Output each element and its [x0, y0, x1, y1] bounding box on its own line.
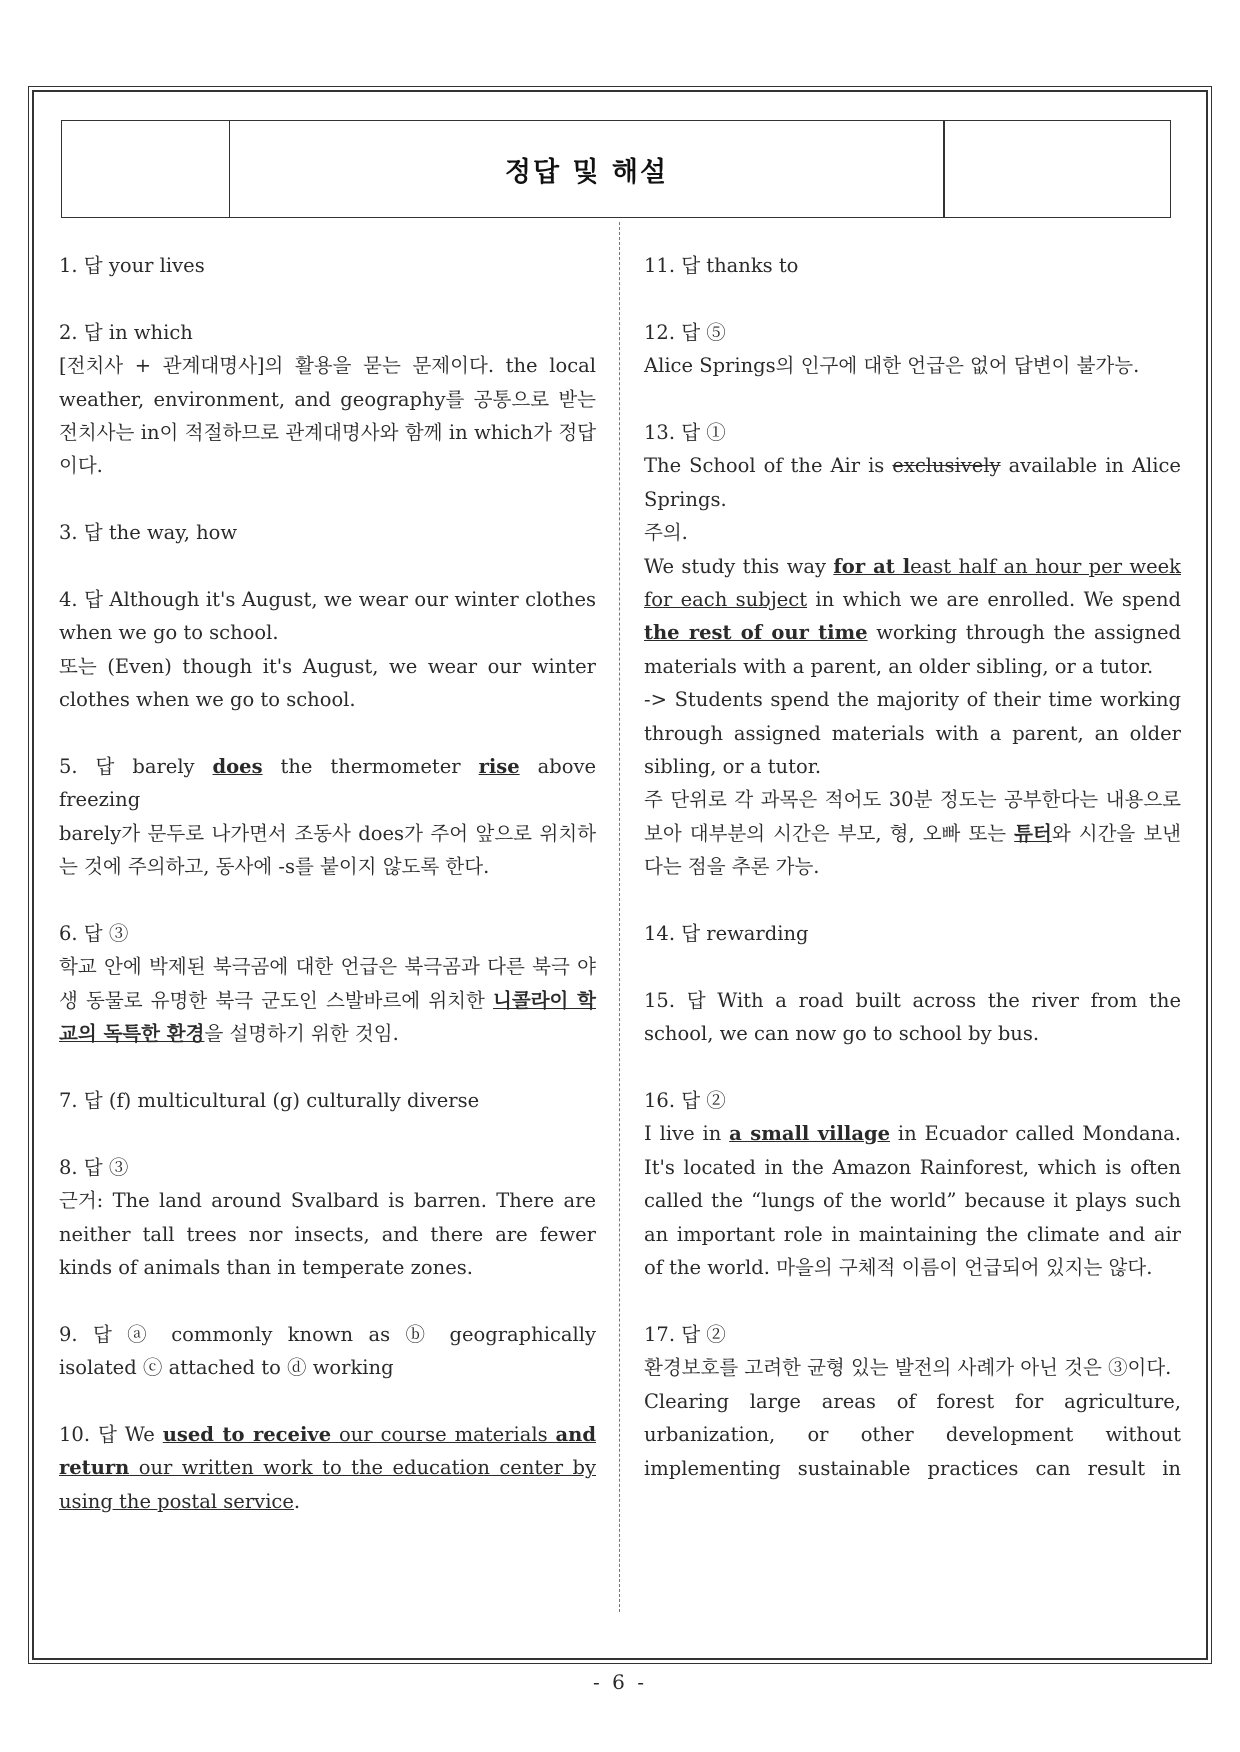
- answer-13-paraphrase: -> Students spend the majority of their time working through assigned materials with a parent, an older sibling, or a tutor.: [644, 688, 1181, 779]
- right-column: [644, 249, 1181, 1518]
- answer-6-text: 6. 답 ③: [59, 922, 129, 946]
- answer-12-text: 12. 답 ⑤: [644, 320, 726, 344]
- page-number: - 6 -: [593, 1670, 647, 1694]
- answer-14-text: 14. 답 rewarding: [644, 922, 809, 946]
- answer-4: [59, 583, 596, 717]
- answer-13-passage: [644, 550, 1181, 684]
- answer-13-passage-mid: in which we are enrolled. We spend: [807, 588, 1181, 612]
- answer-17-passage: Clearing large areas of forest for agriculture, urbanization, or other development without implementing sustainable practices can result in: [644, 1389, 1181, 1480]
- answer-13-passage-post: working through the assigned materials with a parent, an older sibling, or a tutor.: [644, 621, 1181, 678]
- answer-13-statement-post: available in Alice Springs.: [644, 454, 1181, 511]
- answer-10-pre: 10. 답 We: [59, 1423, 163, 1447]
- answer-11-text: 11. 답 thanks to: [644, 254, 799, 277]
- answer-5-post: above freezing: [59, 755, 597, 812]
- answer-10: [59, 1418, 596, 1518]
- answer-13-emphasis-1: for at l: [833, 554, 911, 578]
- answer-7: [59, 1084, 596, 1117]
- answer-5-pre: 5. 답 barely: [59, 755, 213, 779]
- page-title: 정답 및 해설: [504, 156, 669, 188]
- answer-2-text: 2. 답 in which: [59, 320, 193, 344]
- answer-17: [644, 1318, 1181, 1485]
- answer-2-explanation: [전치사 + 관계대명사]의 활용을 묻는 문제이다. the local weather, environment, and geography를 공통으로 받는 전치사는 in이 적절하므로 관계대명사와 함께 in which가 정답이다.: [59, 354, 596, 478]
- answer-15-text: 15. 답 With a road built across the river from the school, we can now go to school by bus.: [644, 988, 1181, 1046]
- answer-13-explanation-post: 와 시간을 보낸다는 점을 추론 가능.: [644, 821, 1181, 879]
- answer-5-explanation: barely가 문두로 나가면서 조동사 does가 주어 앞으로 위치하는 것에 주의하고, 동사에 -s를 붙이지 않도록 한다.: [59, 821, 596, 879]
- answer-10-emphasis-return: and return: [59, 1423, 596, 1480]
- answer-6-explanation-post: 을 설명하기 위한 것임.: [204, 1022, 399, 1046]
- answer-16-emphasis: a small village: [729, 1122, 891, 1146]
- answer-12: [644, 316, 1181, 383]
- answer-10-text: [59, 1418, 596, 1518]
- answer-8: [59, 1151, 596, 1285]
- answer-8-text: 8. 답 ③: [59, 1155, 129, 1179]
- answer-6-emphasis: 니콜라이 학교의 독특한 환경: [59, 988, 596, 1046]
- answer-16-text: 16. 답 ②: [644, 1089, 726, 1113]
- answer-1: [59, 249, 596, 282]
- answer-13: [644, 416, 1181, 884]
- answer-10-post: .: [293, 1489, 301, 1513]
- answer-10-underline-1: our course materials: [331, 1423, 556, 1447]
- answer-7-text: 7. 답 (f) multicultural (g) culturally diverse: [59, 1089, 480, 1113]
- answer-17-explanation: 환경보호를 고려한 균형 있는 발전의 사례가 아닌 것은 ③이다.: [644, 1356, 1172, 1380]
- left-column: [59, 249, 596, 1552]
- answer-8-explanation: 근거: The land around Svalbard is barren. There are neither tall trees nor insects, and there are fewer kinds of animals than in temperate zones.: [59, 1189, 596, 1280]
- answer-4-line1: 4. 답 Although it's August, we wear our winter clothes when we go to school.: [59, 588, 596, 645]
- answer-5: [59, 750, 596, 884]
- answer-5-text: [59, 750, 596, 817]
- answer-13-passage-pre: We study this way: [644, 554, 834, 578]
- answer-5-emphasis-rise: rise: [478, 755, 520, 779]
- answer-13-explanation: [644, 783, 1181, 883]
- answer-13-statement-pre: The School of the Air is: [644, 454, 893, 478]
- answer-13-statement: [644, 449, 1181, 516]
- title-table-center-cell: [230, 121, 944, 217]
- answer-5-emphasis-does: does: [212, 755, 263, 779]
- answer-15: [644, 984, 1181, 1051]
- title-table: [61, 120, 1171, 218]
- answer-3: [59, 516, 596, 549]
- answer-9: [59, 1318, 596, 1385]
- answer-10-underline-2: our written work to the education center by using the postal service: [59, 1456, 596, 1513]
- answer-5-mid: the thermometer: [262, 755, 479, 779]
- answer-6-explanation: [59, 950, 596, 1050]
- answer-3-text: 3. 답 the way, how: [59, 521, 238, 545]
- answer-14: [644, 917, 1181, 950]
- answer-13-explanation-pre: 주 단위로 각 과목은 적어도 30분 정도는 공부한다는 내용으로 보아 대부분의 시간은 부모, 형, 오빠 또는: [644, 788, 1181, 845]
- answer-4-line2: 또는 (Even) though it's August, we wear our winter clothes when we go to school.: [59, 654, 596, 712]
- answer-11: [644, 249, 1181, 282]
- answer-6-explanation-pre: 학교 안에 박제된 북극곰에 대한 언급은 북극곰과 다른 북극 야생 동물로 유명한 북극 군도인 스발바르에 위치한: [59, 955, 596, 1012]
- answer-13-strikethrough: exclusively: [892, 454, 1001, 478]
- title-table-right-cell: [944, 121, 1170, 217]
- answer-13-note: 주의.: [644, 521, 688, 545]
- answer-13-underline-1: east half an hour per week for each subject: [644, 554, 1181, 612]
- answer-16: [644, 1084, 1181, 1284]
- answer-13-emphasis-2: the rest of our time: [644, 621, 868, 645]
- answer-16-passage: [644, 1117, 1181, 1284]
- answer-13-emphasis-tutor: 튜터: [1014, 821, 1052, 845]
- answer-16-passage-post: in Ecuador called Mondana. It's located in the Amazon Rainforest, which is often called the “lungs of the world” because it plays such an important role in maintaining the climate and air of the world. 마을의 구체적 이름이 언급되어 있지는 않다.: [644, 1122, 1181, 1280]
- answer-12-explanation: Alice Springs의 인구에 대한 언급은 없어 답변이 불가능.: [644, 354, 1140, 378]
- answer-13-text: 13. 답 ①: [644, 421, 726, 444]
- column-divider: [619, 222, 620, 1612]
- answer-10-emphasis-receive: used to receive: [162, 1423, 332, 1447]
- title-table-left-cell: [62, 121, 230, 217]
- answer-6: [59, 917, 596, 1051]
- answer-16-passage-pre: I live in: [644, 1122, 730, 1146]
- answer-9-text: 9. 답 ⓐ commonly known as ⓑ geographically isolated ⓒ attached to ⓓ working: [59, 1322, 596, 1380]
- answer-17-text: 17. 답 ②: [644, 1322, 726, 1346]
- answer-2: [59, 316, 596, 483]
- answer-1-text: 1. 답 your lives: [59, 254, 205, 277]
